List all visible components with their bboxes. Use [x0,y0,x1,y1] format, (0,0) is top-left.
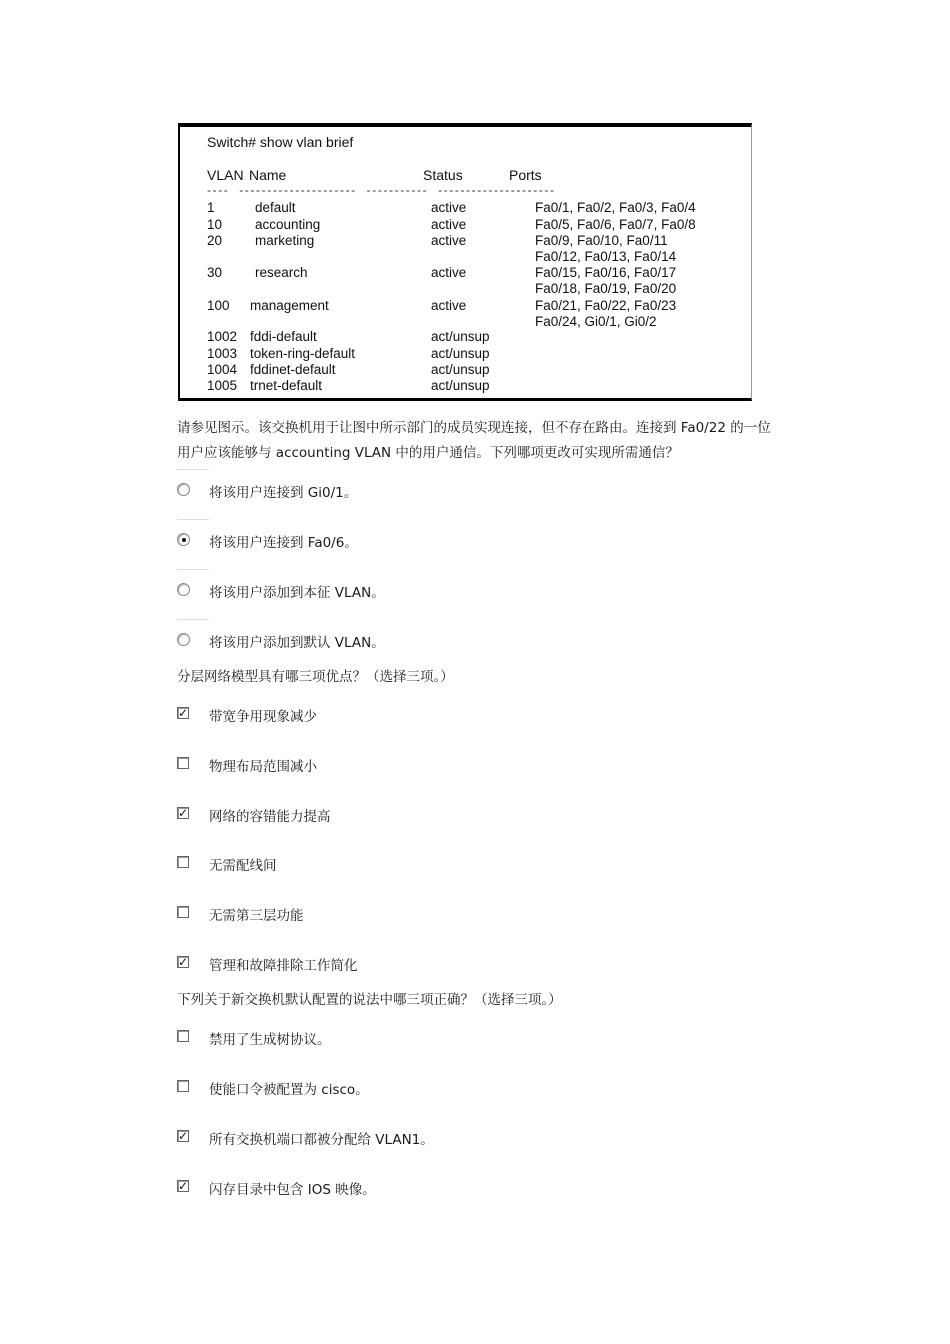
row-name: marketing [255,233,315,248]
row-name: management [250,298,329,313]
row-ports: Fa0/24, Gi0/1, Gi0/2 [535,314,657,329]
radio-button[interactable] [177,633,190,646]
row-name: research [255,265,308,280]
row-vlan: 100 [207,298,230,313]
checkbox[interactable] [177,757,189,769]
row-name: fddi-default [250,329,317,344]
row-status: active [431,217,467,232]
checkbox-checked[interactable]: ✓ [178,1179,189,1193]
question-2: 分层网络模型具有哪三项优点？（选择三项。） [177,669,454,685]
row-name: default [255,200,296,215]
row-status: act/unsup [431,362,490,377]
radio-button[interactable] [177,583,190,596]
row-vlan: 20 [207,233,223,248]
question-1-line-2: 用户应该能够与 accounting VLAN 中的用户通信。下列哪项更改可实现所需通信？ [177,445,679,461]
checkbox[interactable] [177,856,189,868]
radio-button-selected[interactable] [177,533,190,546]
row-status: act/unsup [431,329,490,344]
row-vlan: 10 [207,217,223,232]
vlan-brief-figure [178,123,752,401]
row-ports: Fa0/1, Fa0/2, Fa0/3, Fa0/4 [535,200,696,215]
header-status: Status [423,167,463,183]
row-name: trnet-default [250,378,323,393]
header-divider: ---- --------------------- ----------- --------------------- [207,183,556,197]
row-ports: Fa0/21, Fa0/22, Fa0/23 [535,298,677,313]
row-ports: Fa0/5, Fa0/6, Fa0/7, Fa0/8 [535,217,696,232]
row-ports: Fa0/18, Fa0/19, Fa0/20 [535,281,677,296]
option-label: 将该用户连接到 Fa0/6。 [209,535,358,551]
checkbox[interactable] [177,1030,189,1042]
row-vlan: 1 [207,200,215,215]
row-status: active [431,298,467,313]
option-label: 禁用了生成树协议。 [209,1032,331,1048]
checkbox[interactable] [177,906,189,918]
row-vlan: 1003 [207,346,238,361]
row-vlan: 1002 [207,329,238,344]
option-label: 管理和故障排除工作简化 [209,958,358,974]
question-3: 下列关于新交换机默认配置的说法中哪三项正确？（选择三项。） [177,992,562,1008]
option-label: 闪存目录中包含 IOS 映像。 [209,1182,376,1198]
option-divider [177,569,209,570]
row-ports: Fa0/9, Fa0/10, Fa0/11 [535,233,668,248]
checkbox[interactable] [177,1080,189,1092]
row-vlan: 30 [207,265,223,280]
option-label: 使能口令被配置为 cisco。 [209,1082,369,1098]
option-label: 无需第三层功能 [209,908,304,924]
cli-command: Switch# show vlan brief [207,134,354,150]
row-status: active [431,200,467,215]
option-label: 无需配线间 [209,858,277,874]
row-status: active [431,233,467,248]
radio-button[interactable] [177,483,190,496]
row-ports: Fa0/15, Fa0/16, Fa0/17 [535,265,677,280]
row-vlan: 1004 [207,362,238,377]
option-label: 将该用户添加到默认 VLAN。 [209,635,385,651]
row-name: accounting [255,217,321,232]
option-divider [177,619,209,620]
header-name: Name [249,167,287,183]
checkbox-checked[interactable]: ✓ [178,806,189,820]
row-name: fddinet-default [250,362,336,377]
row-ports: Fa0/12, Fa0/13, Fa0/14 [535,249,677,264]
option-divider [177,469,209,470]
option-divider [177,519,209,520]
checkbox-checked[interactable]: ✓ [178,1129,189,1143]
row-status: act/unsup [431,378,490,393]
option-label: 将该用户添加到本征 VLAN。 [209,585,385,601]
header-vlan: VLAN [207,167,244,183]
option-label: 所有交换机端口都被分配给 VLAN1。 [209,1132,434,1148]
header-ports: Ports [509,167,542,183]
row-status: act/unsup [431,346,490,361]
checkbox-checked[interactable]: ✓ [178,955,189,969]
checkbox-checked[interactable]: ✓ [178,706,189,720]
question-1-line-1: 请参见图示。该交换机用于让图中所示部门的成员实现连接，但不存在路由。连接到 Fa0/22 的一位 [177,420,771,436]
option-label: 将该用户连接到 Gi0/1。 [209,485,358,501]
row-status: active [431,265,467,280]
option-label: 物理布局范围减小 [209,759,317,775]
option-label: 网络的容错能力提高 [209,809,331,825]
option-label: 带宽争用现象减少 [209,709,317,725]
row-name: token-ring-default [250,346,356,361]
row-vlan: 1005 [207,378,238,393]
